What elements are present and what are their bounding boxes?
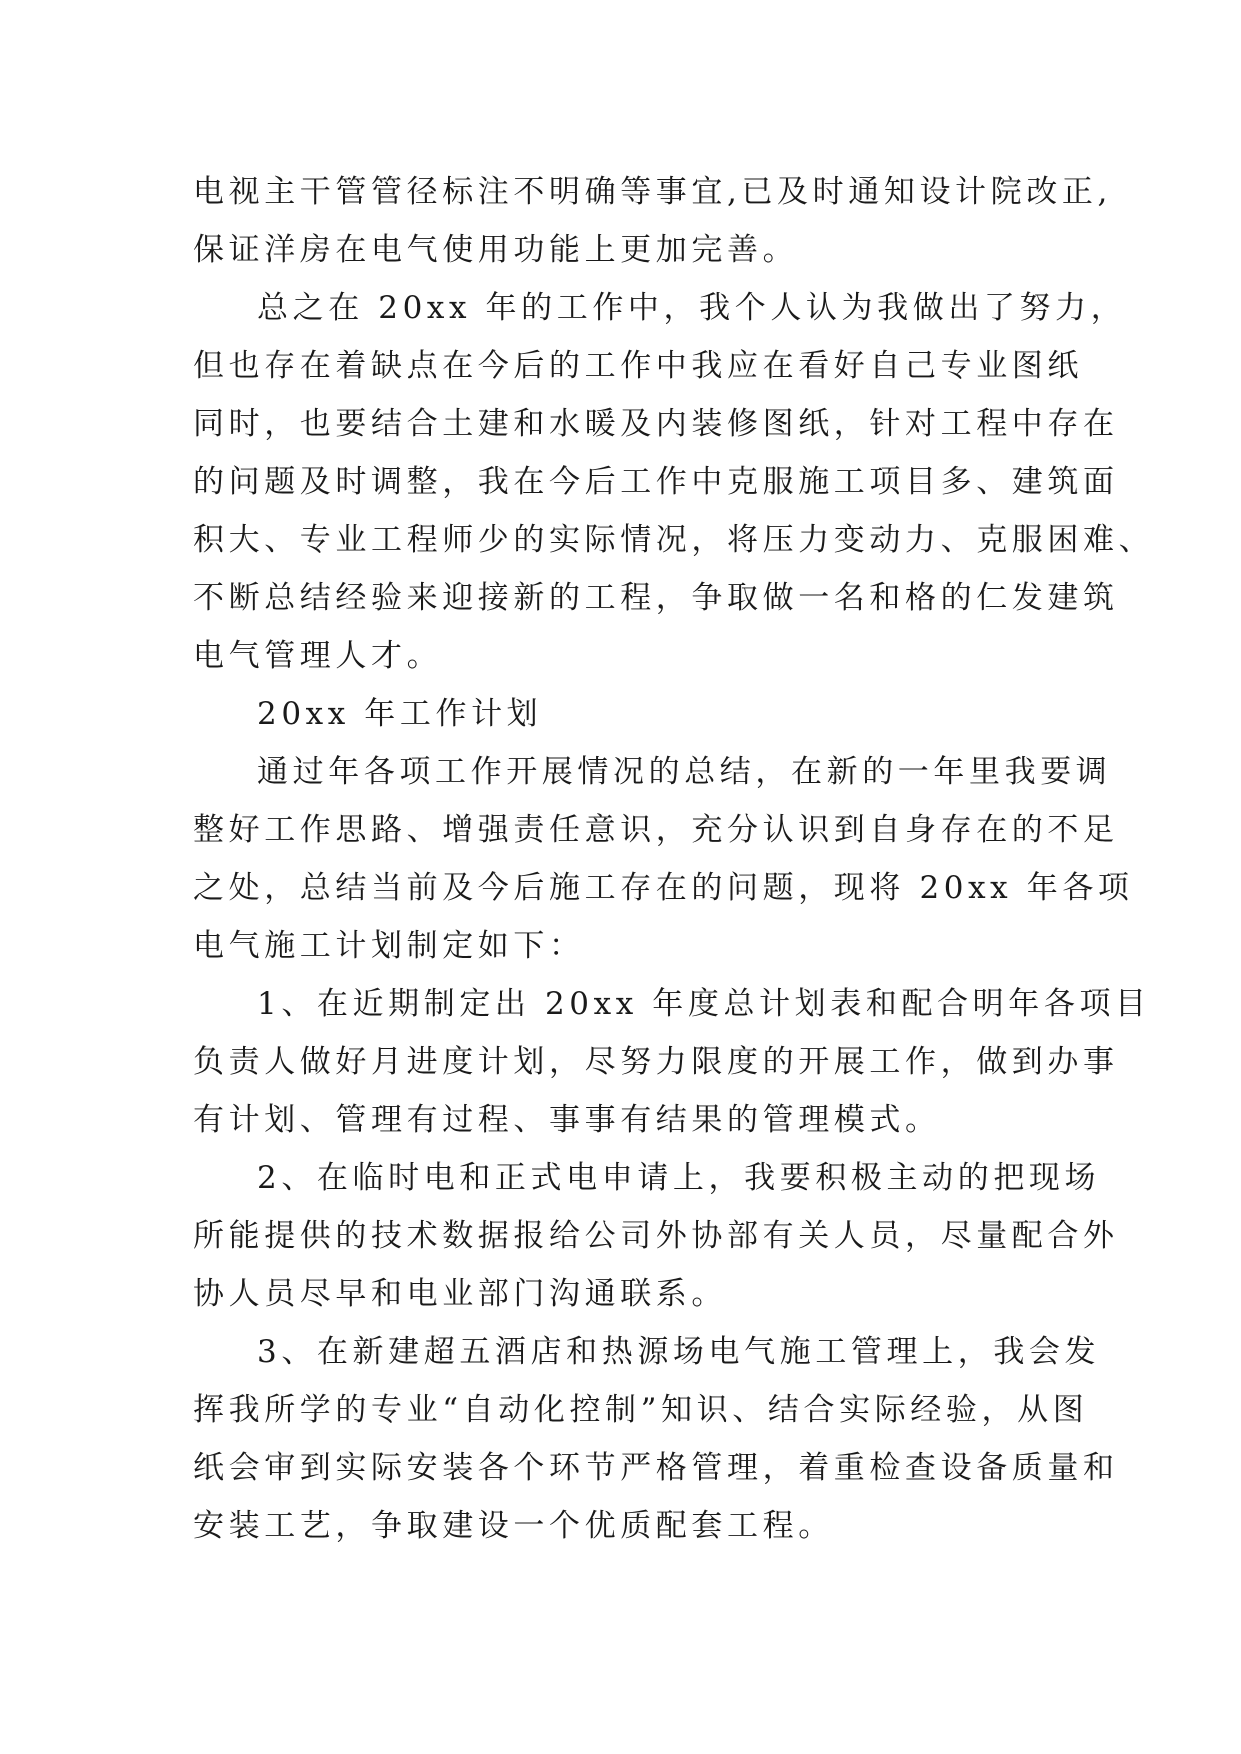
text-line: 整好工作思路、增强责任意识，充分认识到自身存在的不足	[193, 812, 1119, 848]
document-body	[193, 163, 1155, 1555]
text-line: 协人员尽早和电业部门沟通联系。	[193, 1276, 727, 1312]
text-line: 有计划、管理有过程、事事有结果的管理模式。	[193, 1102, 941, 1138]
text-line: 不断总结经验来迎接新的工程，争取做一名和格的仁发建筑	[193, 580, 1119, 616]
text-line: 负责人做好月进度计划，尽努力限度的开展工作，做到办事	[193, 1044, 1119, 1080]
list-item-1: 1、在近期制定出 20xx 年度总计划表和配合明年各项目	[257, 986, 1151, 1022]
text-line: 积大、专业工程师少的实际情况，将压力变动力、克服困难、	[193, 522, 1155, 558]
text-line: 之处，总结当前及今后施工存在的问题，现将 20xx 年各项	[193, 870, 1134, 906]
text-line: 保证洋房在电气使用功能上更加完善。	[193, 232, 799, 268]
section-heading: 20xx 年工作计划	[257, 696, 543, 732]
list-item-3: 3、在新建超五酒店和热源场电气施工管理上，我会发	[257, 1334, 1101, 1370]
paragraph-first-line: 总之在 20xx 年的工作中，我个人认为我做出了努力，	[257, 290, 1127, 326]
text-line: 但也存在着缺点在今后的工作中我应在看好自己专业图纸	[193, 348, 1083, 384]
text-line: 电视主干管管径标注不明确等事宜,已及时通知设计院改正,	[193, 174, 1112, 210]
text-line: 所能提供的技术数据报给公司外协部有关人员，尽量配合外	[193, 1218, 1119, 1254]
text-line: 挥我所学的专业“自动化控制”知识、结合实际经验，从图	[193, 1392, 1089, 1428]
paragraph-first-line: 通过年各项工作开展情况的总结，在新的一年里我要调	[257, 754, 1112, 790]
text-line: 安装工艺，争取建设一个优质配套工程。	[193, 1508, 834, 1544]
text-line: 纸会审到实际安装各个环节严格管理，着重检查设备质量和	[193, 1450, 1119, 1486]
text-line: 同时，也要结合土建和水暖及内装修图纸，针对工程中存在	[193, 406, 1119, 442]
text-line: 电气管理人才。	[193, 638, 443, 674]
text-line: 的问题及时调整，我在今后工作中克服施工项目多、建筑面	[193, 464, 1119, 500]
text-line: 电气施工计划制定如下：	[193, 928, 585, 964]
list-item-2: 2、在临时电和正式电申请上，我要积极主动的把现场	[257, 1160, 1101, 1196]
